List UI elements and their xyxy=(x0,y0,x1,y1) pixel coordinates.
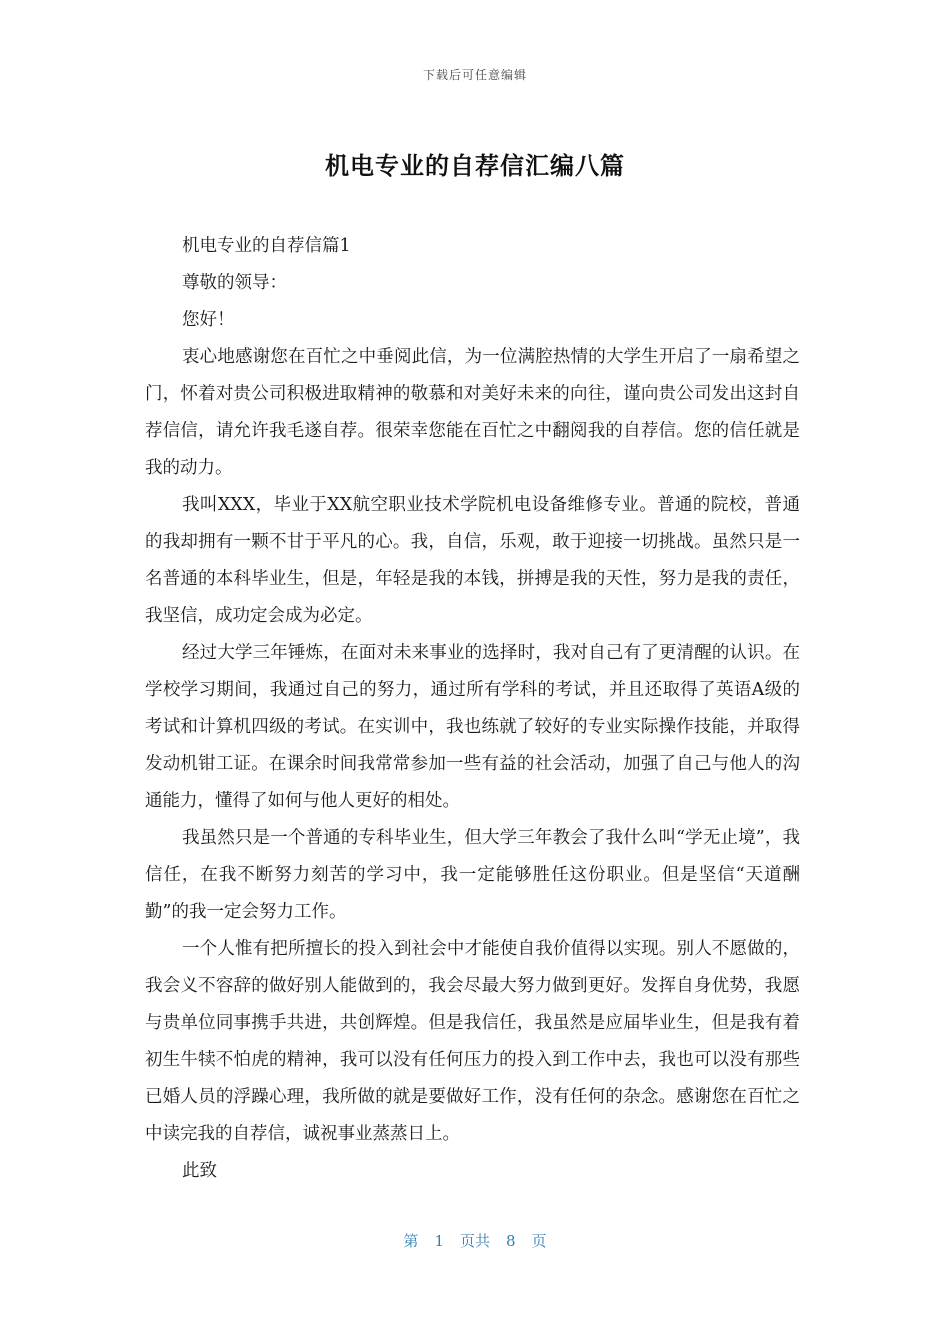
header-note: 下载后可任意编辑 xyxy=(422,68,527,82)
section-heading: 机电专业的自荐信篇1 xyxy=(182,236,351,256)
paragraph: 一个人惟有把所擅长的投入到社会中才能使自我价值得以实现。别人不愿做的，我会义不容辞的做好别人能做到的，我会尽最大努力做到更好。发挥自身优势，我愿与贵单位同事携手共进，共创辉煌。但是我信任，我虽然是应届毕业生，但是我有着初生牛犊不怕虎的精神，我可以没有任何压力的投入到工作中去，我也可以没有那些已婚人员的浮躁心理，我所做的就是要做好工作，没有任何的杂念。感谢您在百忙之中读完我的自荐信，诚祝事业蒸蒸日上。 xyxy=(145,939,800,1144)
paragraph: 衷心地感谢您在百忙之中垂阅此信，为一位满腔热情的大学生开启了一扇希望之门，怀着对贵公司积极进取精神的敬慕和对美好未来的向往，谨向贵公司发出这封自荐信信，请允许我毛遂自荐。很荣幸您能在百忙之中翻阅我的自荐信。您的信任就是我的动力。 xyxy=(145,347,800,478)
paragraph: 我虽然只是一个普通的专科毕业生，但大学三年教会了我什么叫“学无止境”，我信任，在我不断努力刻苦的学习中，我一定能够胜任这份职业。但是坚信“天道酬勤”的我一定会努力工作。 xyxy=(145,828,800,922)
page-middle: 页共 xyxy=(459,1232,490,1250)
page-suffix: 页 xyxy=(531,1232,547,1250)
total-pages-number: 8 xyxy=(506,1232,516,1250)
page-prefix: 第 xyxy=(403,1232,419,1250)
paragraph: 我叫XXX，毕业于XX航空职业技术学院机电设备维修专业。普通的院校，普通的我却拥有一颗不甘于平凡的心。我，自信，乐观，敢于迎接一切挑战。虽然只是一名普通的本科毕业生，但是，年轻是我的本钱，拼搏是我的天性，努力是我的责任，我坚信，成功定会成为必定。 xyxy=(145,495,800,626)
greeting: 您好！ xyxy=(182,310,235,330)
document-body xyxy=(145,228,800,1190)
paragraph: 经过大学三年锤炼，在面对未来事业的选择时，我对自己有了更清醒的认识。在学校学习期间，我通过自己的努力，通过所有学科的考试，并且还取得了英语A级的考试和计算机四级的考试。在实训中，我也练就了较好的专业实际操作技能，并取得发动机钳工证。在课余时间我常常参加一些有益的社会活动，加强了自己与他人的沟通能力，懂得了如何与他人更好的相处。 xyxy=(145,643,800,811)
page-number-footer xyxy=(0,1230,950,1251)
current-page-number: 1 xyxy=(434,1232,444,1250)
salutation: 尊敬的领导： xyxy=(182,273,287,293)
document-title: 机电专业的自荐信汇编八篇 xyxy=(325,152,625,180)
closing: 此致 xyxy=(182,1161,217,1181)
